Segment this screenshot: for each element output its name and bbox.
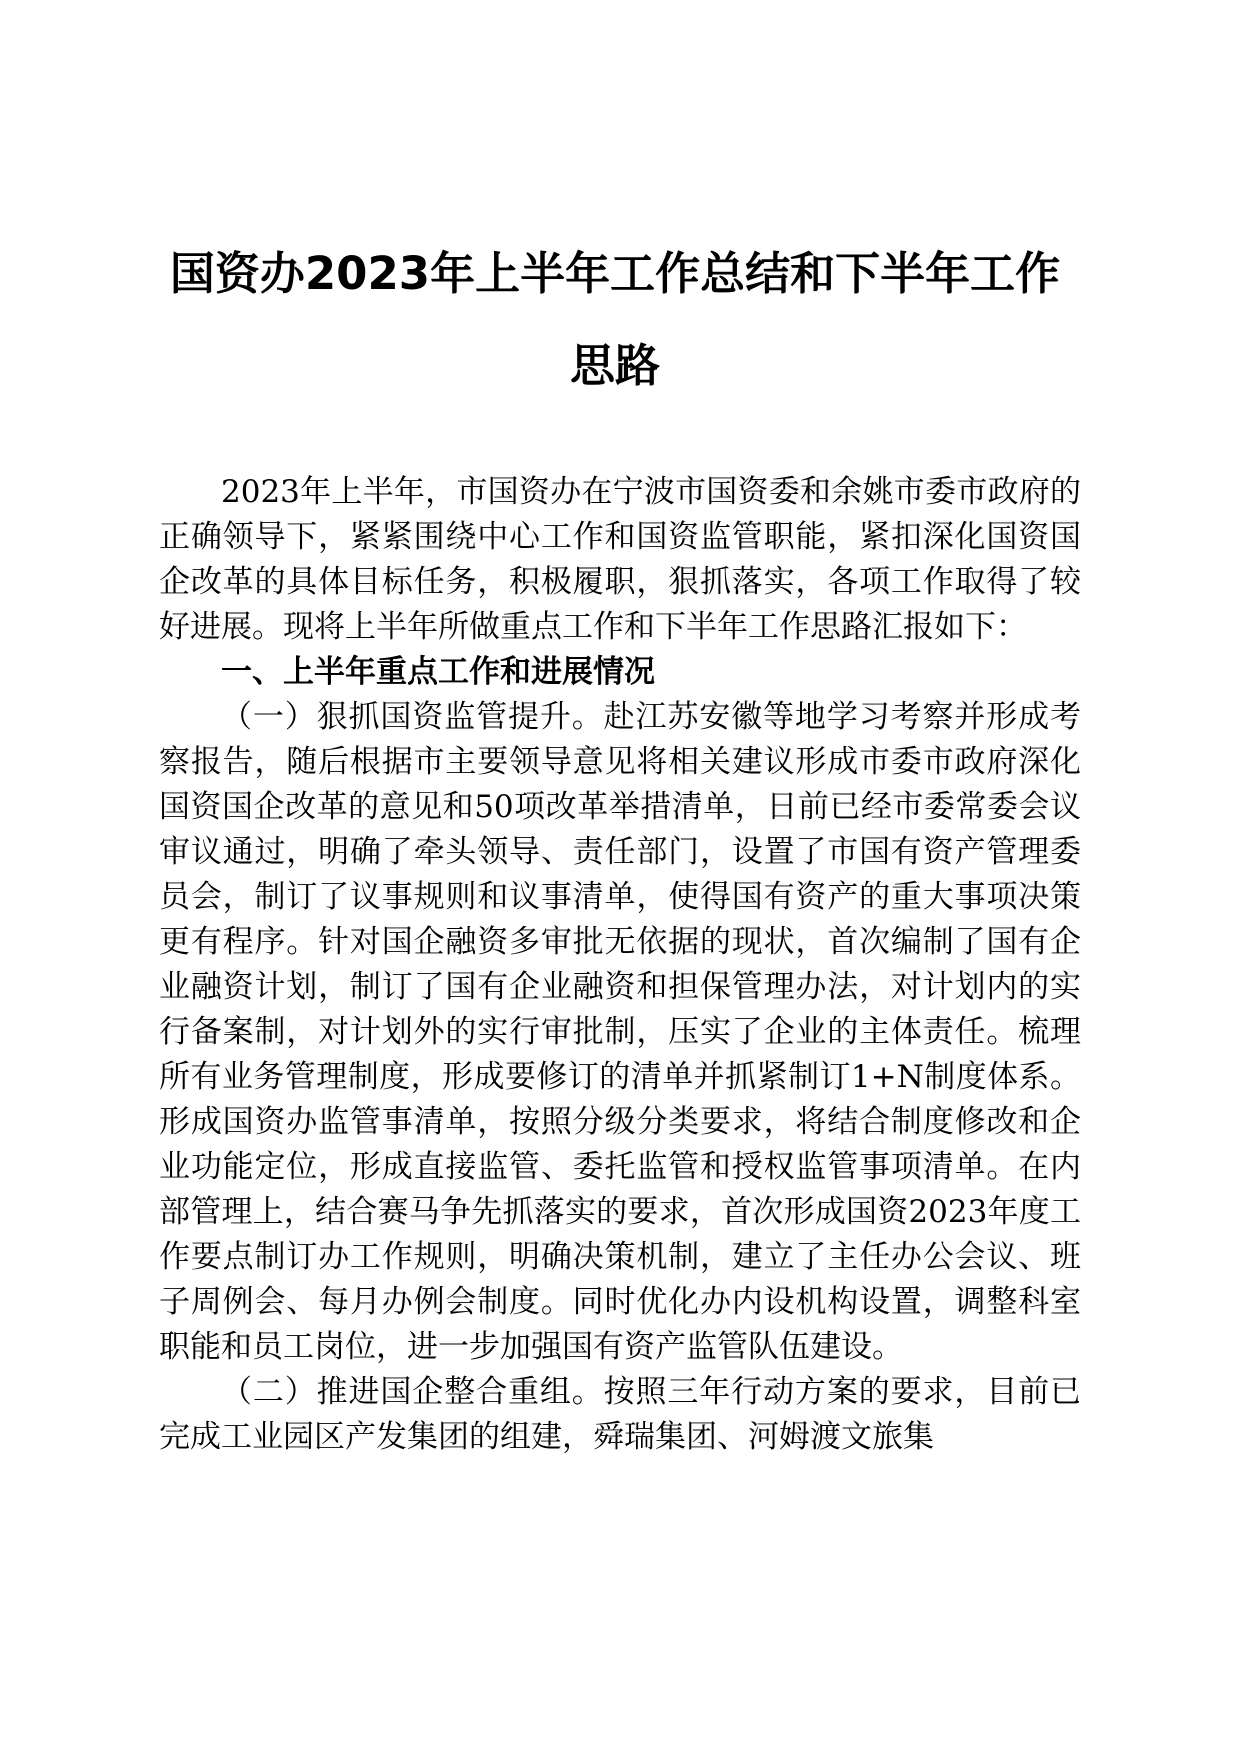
item-text-2: 按照三年行动方案的要求，目前已完成工业园区产发集团的组建，舜瑞集团、河姆渡文旅集 [159, 1374, 1082, 1455]
section-heading: 一、上半年重点工作和进展情况 [221, 654, 655, 690]
item-heading-1: （一）狠抓国资监管提升。 [221, 699, 604, 735]
item-heading-2: （二）推进国企整合重组。 [221, 1374, 604, 1410]
item-paragraph-2 [159, 1370, 1081, 1460]
item-text-1: 赴江苏安徽等地学习考察并形成考察报告，随后根据市主要领导意见将相关建议形成市委市政府深化国资国企改革的意见和50项改革举措清单，日前已经市委常委会议审议通过，明确了牵头领导、责任部门，设置了市国有资产管理委员会，制订了议事规则和议事清单，使得国有资产的重大事项决策更有程序。针对国企融资多审批无依据的现状，首次编制了国有企业融资计划，制订了国有企业融资和担保管理办法，对计划内的实行备案制，对计划外的实行审批制，压实了企业的主体责任。梳理所有业务管理制度，形成要修订的清单并抓紧制订1+N制度体系。形成国资办监管事清单，按照分级分类要求，将结合制度修改和企业功能定位，形成直接监管、委托监管和授权监管事项清单。在内部管理上，结合赛马争先抓落实的要求，首次形成国资2023年度工作要点制订办工作规则，明确决策机制，建立了主任办公会议、班子周例会、每月办例会制度。同时优化办内设机构设置，调整科室职能和员工岗位，进一步加强国有资产监管队伍建设。 [159, 699, 1082, 1365]
item-paragraph-1 [159, 695, 1081, 1370]
intro-paragraph: 2023年上半年，市国资办在宁波市国资委和余姚市委市政府的正确领导下，紧紧围绕中心工作和国资监管职能，紧扣深化国资国企改革的具体目标任务，积极履职，狠抓落实，各项工作取得了较好进展。现将上半年所做重点工作和下半年工作思路汇报如下： [159, 474, 1081, 645]
document-body [159, 470, 1081, 1460]
document-title: 国资办2023年上半年工作总结和下半年工作思路 [169, 247, 1061, 392]
